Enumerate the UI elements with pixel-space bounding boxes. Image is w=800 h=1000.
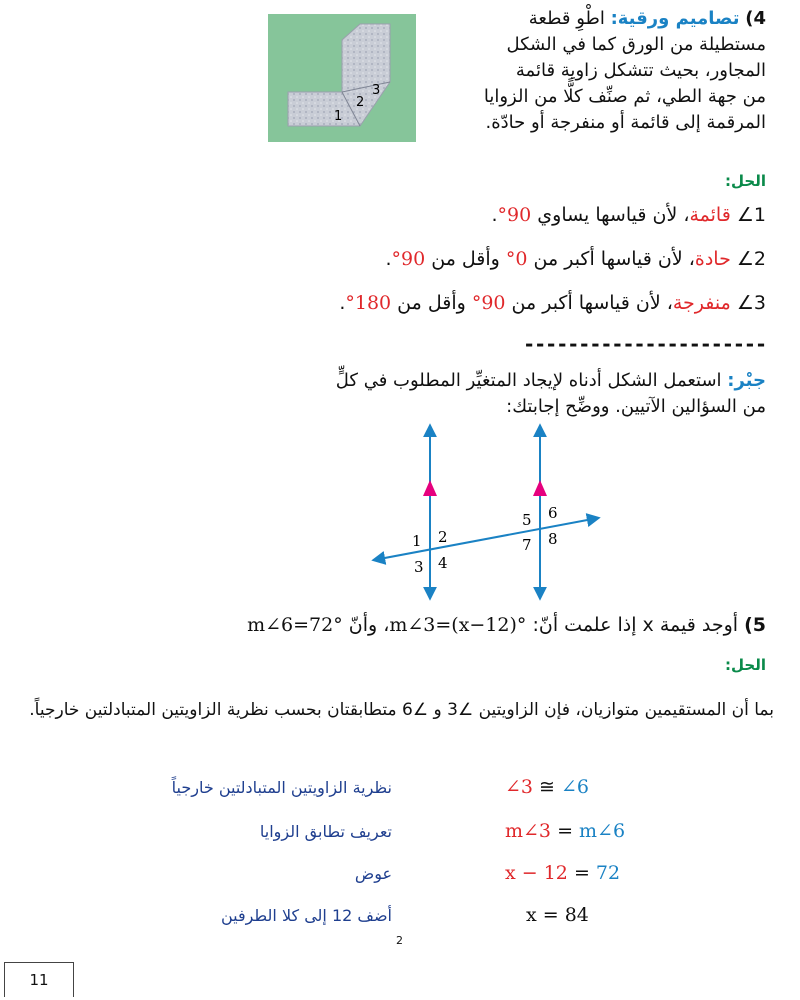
angle-value: 90° [497,204,532,226]
step-reason: عوض [354,864,392,883]
problem-text-line: من جهة الطي، ثم صنِّف كلًّا من الزوايا [483,86,766,107]
sentence-end: . [491,204,498,226]
problem-equation: m∠6=72° [247,614,343,636]
step-lhs: x − 12 [505,862,568,884]
angle-label: 8 [548,530,558,548]
step-equation [505,862,620,884]
figure-label: 2 [356,95,365,110]
step-reason: نظرية الزاويتين المتبادلتين خارجياً [171,778,392,797]
step-lhs: x [526,904,537,926]
algebra-text-line: استعمل الشكل أدناه لإيجاد المتغيِّر المطلوب في كلٍّ [335,370,722,391]
figure-label: 1 [334,109,343,124]
step-operator: = [536,904,565,926]
step-equation [505,776,589,798]
angle-value: 0° [505,248,528,270]
step-rhs: 72 [595,862,621,884]
angle-label: 5 [522,511,532,529]
sentence-end: . [339,292,346,314]
sentence-end: . [385,248,392,270]
angle-number: 1 [753,204,766,226]
solution-label: الحل: [725,172,766,190]
problem-number: 5) [744,614,766,636]
problem-text-line: المرقمة إلى قائمة أو منفرجة أو حادّة. [485,112,766,133]
page-center-number: 2 [396,934,403,947]
step-operator: = [567,862,596,884]
problem-5 [247,614,766,636]
solution-label: الحل: [725,656,766,674]
answer-line-2 [385,248,766,270]
answer-connector: وأقل من [391,292,472,314]
problem-4-first-line [466,6,766,32]
problem-connector: ، وأنّ [348,614,390,636]
solution-explanation: بما أن المستقيمين متوازيان، فإن الزاويتين ∠3 و ∠6 متطابقتان بحسب نظرية الزاويتين المتبادلتين خارجياً. [29,700,774,720]
folded-paper-figure [268,14,416,142]
algebra-text-line: من السؤالين الآتيين. ووضِّح إجابتك: [506,396,766,417]
step-lhs: ∠3 [505,776,534,798]
answer-reason: ، لأن قياسها أكبر من [527,248,695,270]
angle-label: 6 [548,504,558,522]
parallel-mark-icon [423,480,437,496]
problem-title: تصاميم ورقية: [610,8,740,29]
angle-type: منفرجة [672,292,731,314]
answer-connector: وأقل من [425,248,506,270]
problem-text-line: اطْوِ قطعة [528,8,605,29]
page-number-box: 11 [4,962,74,997]
angle-label: 2 [438,528,448,546]
algebra-intro [306,368,766,420]
angle-type: حادة [694,248,731,270]
angle-symbol: ∠ [736,248,754,270]
angle-number: 2 [753,248,766,270]
angle-symbol: ∠ [736,204,754,226]
step-equation [526,904,589,926]
problem-4 [466,6,766,136]
parallel-mark-icon [533,480,547,496]
problem-text-line: مستطيلة من الورق كما في الشكل [506,34,766,55]
problem-text: أوجد قيمة x إذا علمت أنّ: [532,614,739,636]
step-rhs: 84 [564,904,589,926]
step-operator: ≅ [533,776,562,798]
angle-label: 3 [414,558,424,576]
angle-type: قائمة [689,204,731,226]
angle-label: 7 [522,536,532,554]
algebra-title: جبْر: [727,370,766,391]
answer-reason: ، لأن قياسها أكبر من [505,292,673,314]
problem-equation: m∠3=(x−12)° [389,614,527,636]
answer-line-3 [339,292,766,314]
angle-value: 90° [391,248,426,270]
answer-reason: ، لأن قياسها يساوي [531,204,690,226]
step-reason: تعريف تطابق الزوايا [259,822,392,841]
angle-value: 90° [471,292,506,314]
step-rhs: m∠6 [579,820,626,842]
step-reason: أضف 12 إلى كلا الطرفين [220,906,392,925]
step-operator: = [551,820,580,842]
parallel-lines-diagram [360,420,620,605]
angle-value: 180° [345,292,392,314]
angle-label: 1 [412,532,422,550]
parallel-lines-drawing [360,420,620,605]
step-equation [505,820,625,842]
problem-text-line: المجاور، بحيث تتشكل زاوية قائمة [515,60,766,81]
dashed-separator: ---------------------- [523,332,766,356]
problem-number: 4) [745,8,766,29]
angle-number: 3 [753,292,766,314]
step-lhs: m∠3 [505,820,552,842]
figure-label: 3 [372,83,381,98]
angle-label: 4 [438,554,448,572]
answer-line-1 [492,204,767,226]
step-rhs: ∠6 [561,776,590,798]
folded-paper-drawing [268,14,416,142]
angle-symbol: ∠ [736,292,754,314]
